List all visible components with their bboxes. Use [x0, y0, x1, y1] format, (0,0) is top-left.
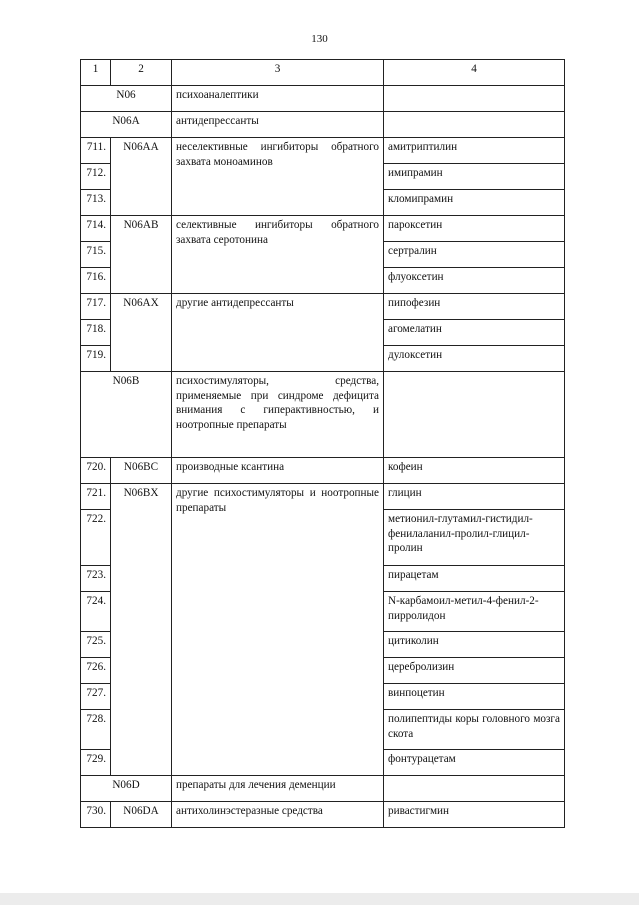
- row-number: 719.: [81, 346, 111, 372]
- row-number: 727.: [81, 684, 111, 710]
- atc-name: неселективные ингибиторы обратного захвата моноаминов: [172, 138, 384, 216]
- table-row: [81, 216, 565, 242]
- row-number: 721.: [81, 484, 111, 510]
- table-row: [81, 294, 565, 320]
- drug-name: флуоксетин: [384, 268, 565, 294]
- group-name: психостимуляторы, средства, применяемые при синдроме дефицита внимания с гиперактивностью, и ноотропные препараты: [172, 372, 384, 458]
- row-number: 712.: [81, 164, 111, 190]
- group-name: антидепрессанты: [172, 112, 384, 138]
- row-number: 718.: [81, 320, 111, 346]
- drug-name: винпоцетин: [384, 684, 565, 710]
- atc-code: N06AA: [111, 138, 172, 216]
- drug-name: N-карбамоил-метил-4-фенил-2-пирролидон: [384, 592, 565, 632]
- row-number: 722.: [81, 510, 111, 566]
- drug-name: ривастигмин: [384, 802, 565, 828]
- drug-name: амитриптилин: [384, 138, 565, 164]
- row-number: 714.: [81, 216, 111, 242]
- atc-name: другие антидепрессанты: [172, 294, 384, 372]
- bottom-band: [0, 893, 639, 905]
- empty-cell: [384, 86, 565, 112]
- row-number: 720.: [81, 458, 111, 484]
- table-row: [81, 458, 565, 484]
- row-number: 716.: [81, 268, 111, 294]
- header-col-1: 1: [81, 60, 111, 86]
- drug-name: цитиколин: [384, 632, 565, 658]
- atc-name: селективные ингибиторы обратного захвата серотонина: [172, 216, 384, 294]
- atc-code: N06AX: [111, 294, 172, 372]
- drug-name: агомелатин: [384, 320, 565, 346]
- group-code: N06: [81, 86, 172, 112]
- group-row-n06d: [81, 776, 565, 802]
- atc-name: антихолинэстеразные средства: [172, 802, 384, 828]
- atc-name: другие психостимуляторы и ноотропные препараты: [172, 484, 384, 776]
- drug-name: глицин: [384, 484, 565, 510]
- drug-name: полипептиды коры головного мозга скота: [384, 710, 565, 750]
- group-name: психоаналептики: [172, 86, 384, 112]
- drug-name: кофеин: [384, 458, 565, 484]
- group-name: препараты для лечения деменции: [172, 776, 384, 802]
- row-number: 717.: [81, 294, 111, 320]
- empty-cell: [384, 112, 565, 138]
- table-row: [81, 138, 565, 164]
- group-code: N06B: [81, 372, 172, 458]
- atc-code: N06AB: [111, 216, 172, 294]
- atc-name: производные ксантина: [172, 458, 384, 484]
- row-number: 724.: [81, 592, 111, 632]
- drug-name: метионил-глутамил-гистидил-фенилаланил-пролил-глицил-пролин: [384, 510, 565, 566]
- header-col-4: 4: [384, 60, 565, 86]
- row-number: 715.: [81, 242, 111, 268]
- table-header-row: [81, 60, 565, 86]
- table-row: [81, 484, 565, 510]
- group-row-n06: [81, 86, 565, 112]
- atc-code: N06BX: [111, 484, 172, 776]
- drug-name: фонтурацетам: [384, 750, 565, 776]
- row-number: 711.: [81, 138, 111, 164]
- drug-name: имипрамин: [384, 164, 565, 190]
- drug-name: церебролизин: [384, 658, 565, 684]
- header-col-3: 3: [172, 60, 384, 86]
- table-row: [81, 802, 565, 828]
- empty-cell: [384, 776, 565, 802]
- header-col-2: 2: [111, 60, 172, 86]
- row-number: 713.: [81, 190, 111, 216]
- row-number: 729.: [81, 750, 111, 776]
- atc-code: N06DA: [111, 802, 172, 828]
- row-number: 723.: [81, 566, 111, 592]
- empty-cell: [384, 372, 565, 458]
- drug-name: сертралин: [384, 242, 565, 268]
- group-code: N06A: [81, 112, 172, 138]
- row-number: 726.: [81, 658, 111, 684]
- group-row-n06b: [81, 372, 565, 458]
- row-number: 728.: [81, 710, 111, 750]
- drug-name: дулоксетин: [384, 346, 565, 372]
- row-number: 730.: [81, 802, 111, 828]
- medicines-table: [80, 59, 565, 828]
- row-number: 725.: [81, 632, 111, 658]
- atc-code: N06BC: [111, 458, 172, 484]
- drug-name: пароксетин: [384, 216, 565, 242]
- drug-name: пирацетам: [384, 566, 565, 592]
- page-number: 130: [311, 33, 328, 45]
- drug-name: пипофезин: [384, 294, 565, 320]
- group-code: N06D: [81, 776, 172, 802]
- group-row-n06a: [81, 112, 565, 138]
- drug-name: кломипрамин: [384, 190, 565, 216]
